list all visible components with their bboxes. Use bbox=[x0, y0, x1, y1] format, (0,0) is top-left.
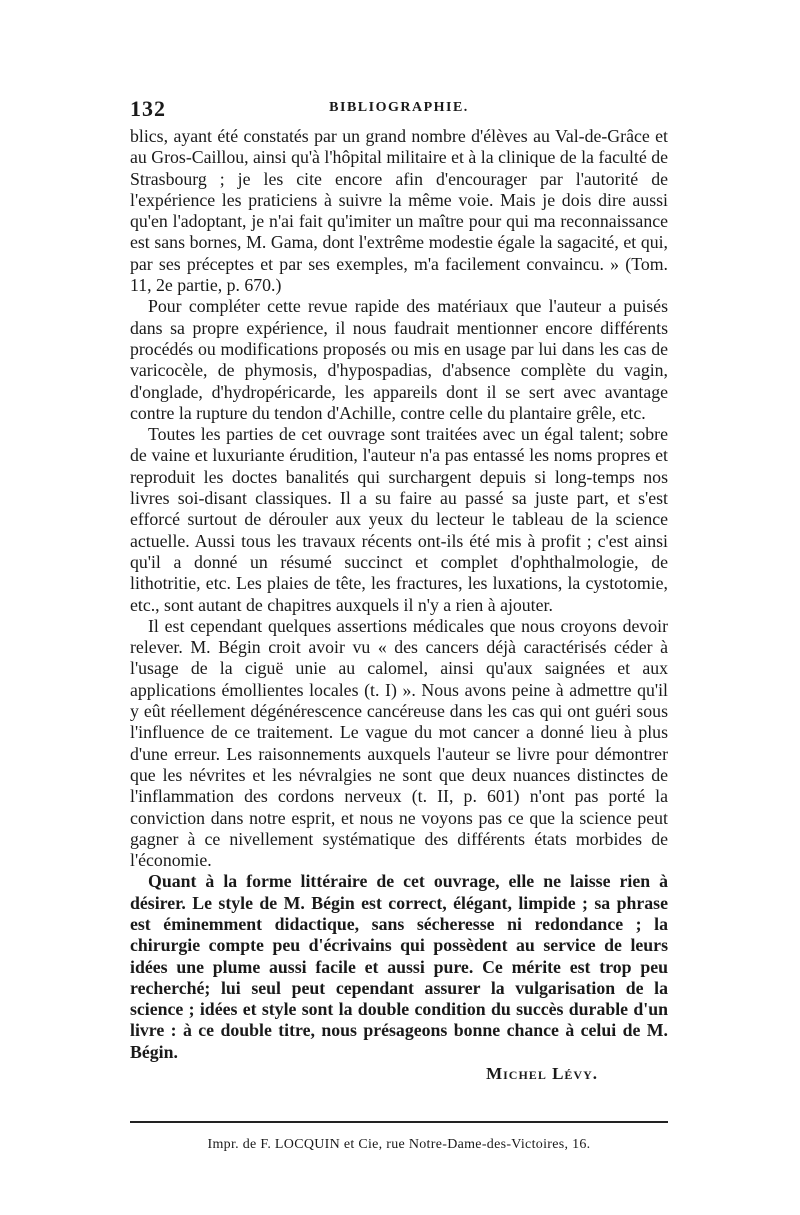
paragraph-2: Pour compléter cette revue rapide des matériaux que l'auteur a puisés dans sa propre expérience, il nous faudrait mentionner encore différents procédés ou modifications proposés ou mis en usage par lui dans les cas de varicocèle, de phymosis, d'hypospadias, d'absence complète du vagin, d'onglade, d'hydropéricarde, les appareils dont il se sert avec avantage contre la rupture du tendon d'Achille, contre celle du plantaire grêle, etc. bbox=[130, 296, 668, 423]
page-header bbox=[130, 96, 668, 122]
author-signature: Michel Lévy. bbox=[486, 1064, 598, 1084]
body-text bbox=[130, 126, 668, 1063]
running-head: BIBLIOGRAPHIE. bbox=[329, 100, 469, 115]
paragraph-1: blics, ayant été constatés par un grand nombre d'élèves au Val-de-Grâce et au Gros-Caillou, ainsi qu'à l'hôpital militaire et à la clinique de la faculté de Strasbourg ; je les cite encore afin d'encourager par l'autorité de l'expérience les praticiens à suivre la même voie. Mais je dois dire aussi qu'en l'adoptant, je n'ai fait qu'imiter un maître pour qui ma reconnaissance est sans bornes, M. Gama, dont l'extrême modestie égale la sagacité, et qui, par ses préceptes et par ses exemples, m'a facilement convaincu. » (Tom. 11, 2e partie, p. 670.) bbox=[130, 126, 668, 296]
printer-imprint: Impr. de F. LOCQUIN et Cie, rue Notre-Dame-des-Victoires, 16. bbox=[207, 1137, 591, 1153]
paragraph-3: Toutes les parties de cet ouvrage sont traitées avec un égal talent; sobre de vaine et luxuriante érudition, l'auteur n'a pas entassé les noms propres et reproduit les doctes banalités qui surchargent depuis si long-temps nos livres soi-disant classiques. Il a su faire au passé sa juste part, et s'est efforcé surtout de dérouler aux yeux du lecteur le tableau de la science actuelle. Aussi tous les travaux récents ont-ils été mis à profit ; c'est ainsi qu'il a donné un résumé succinct et complet d'ophthalmologie, de lithotritie, etc. Les plaies de tête, les fractures, les luxations, la cystotomie, etc., sont autant de chapitres auxquels il n'y a rien à ajouter. bbox=[130, 424, 668, 615]
paragraph-5: Quant à la forme littéraire de cet ouvrage, elle ne laisse rien à désirer. Le style de M. Bégin est correct, élégant, limpide ; sa phrase est éminemment didactique, sans sécheresse ni redondance ; la chirurgie compte peu d'écrivains qui possèdent au service de leurs idées une plume aussi facile et aussi pure. Ce mérite est trop peu recherché; lui seul peut cependant assurer la vulgarisation de la science ; idées et style sont la double condition du succès durable d'un livre : à ce double titre, nous présageons bonne chance à celui de M. Bégin. bbox=[130, 871, 668, 1062]
document-page bbox=[130, 96, 668, 1153]
page-number: 132 bbox=[130, 96, 166, 121]
footer-rule bbox=[130, 1121, 668, 1123]
paragraph-4: Il est cependant quelques assertions médicales que nous croyons devoir relever. M. Bégin croit avoir vu « des cancers déjà caractérisés céder à l'usage de la ciguë unie au calomel, ainsi qu'aux saignées et aux applications émollientes locales (t. I) ». Nous avons peine à admettre qu'il y eût réellement dégénérescence cancéreuse dans les cas qui ont guéri sous l'influence de ce traitement. Le vague du mot cancer a donné lieu à plus d'une erreur. Les raisonnements auxquels l'auteur se livre pour démontrer que les névrites et les névralgies ne sont que deux nuances distinctes de l'inflammation des cordons nerveux (t. II, p. 601) n'ont pas porté la conviction dans notre esprit, et nous ne voyons pas ce que la science peut gagner à ce nivellement systématique des différents états morbides de l'économie. bbox=[130, 615, 668, 871]
